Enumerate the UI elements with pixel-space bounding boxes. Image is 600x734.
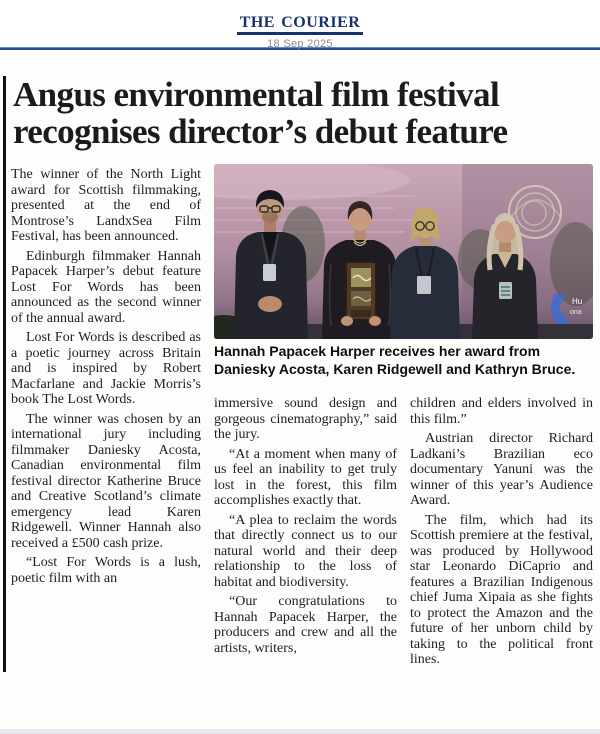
article-column-1	[11, 164, 201, 672]
article-paragraph: “A plea to reclaim the words that directly connect us to our natural world and their deep relationship to the loss of habitat and biodiversity.	[214, 512, 397, 590]
masthead-logo[interactable]: the courier	[237, 8, 364, 35]
award-photo-illustration	[214, 164, 593, 339]
article-columns-2-3	[214, 396, 593, 672]
page-bottom-strip	[0, 729, 600, 734]
article-paragraph: Austrian director Richard Ladkani’s Brazilian eco documentary Yanuni was the winner of this year’s Audience Award.	[410, 431, 593, 508]
award-plaque	[346, 262, 376, 320]
article-paragraph: “Our congratulations to Hannah Papacek Harper, the producers and crew and all the artists, writers,	[214, 594, 397, 656]
article-right-area	[214, 164, 593, 672]
article-paragraph: The winner was chosen by an international jury including filmmaker Daniesky Acosta, Canadian environmental film festival director Katherine Bruce and Creative Scotland’s climate emergency lead Karen Ridgewell. Winner Hannah also received a £500 cash prize.	[11, 411, 201, 551]
award-photo	[214, 164, 593, 339]
article-paragraph: “Lost For Words is a lush, poetic film with an	[11, 555, 201, 586]
masthead-date: 18 Sep 2025	[267, 38, 333, 50]
article-paragraph: children and elders involved in this film.”	[410, 396, 593, 427]
article-headline: Angus environmental film festival recognises director’s debut feature	[13, 75, 508, 151]
photo-overlay-text: Hu	[572, 297, 583, 306]
article-paragraph: “At a moment when many of us feel an inability to get truly lost in the forest, this film accomplishes exactly that.	[214, 446, 397, 508]
article-body	[11, 164, 593, 672]
photo-caption: Hannah Papacek Harper receives her award from Daniesky Acosta, Karen Ridgewell and Kathryn Bruce.	[214, 343, 576, 377]
article	[3, 76, 593, 672]
article-paragraph: immersive sound design and gorgeous cinematography,” said the jury.	[214, 396, 397, 442]
article-paragraph: The winner of the North Light award for Scottish filmmaking, presented at the end of Montrose’s LandxSea Film Festival, has been announced.	[11, 167, 201, 244]
article-paragraph: The film, which had its Scottish premiere at the festival, was produced by Hollywood star Leonardo DiCaprio and features a Brazilian Indigenous chief Juma Xipaia as she fights to protect the Amazon and the future of her unborn child by taking to the political front lines.	[410, 512, 593, 667]
article-paragraph: Lost For Words is described as a poetic journey across Britain and is inspired by Robert Macfarlane and Jackie Morris’s book The Lost Words.	[11, 330, 201, 407]
page-header	[0, 0, 600, 50]
article-column-2	[214, 396, 397, 672]
article-column-3	[410, 396, 593, 672]
photo-overlay-text: ona	[570, 309, 582, 316]
article-paragraph: Edinburgh filmmaker Hannah Papacek Harper’s debut feature Lost For Words has been announced as the second winner of the annual award.	[11, 248, 201, 326]
